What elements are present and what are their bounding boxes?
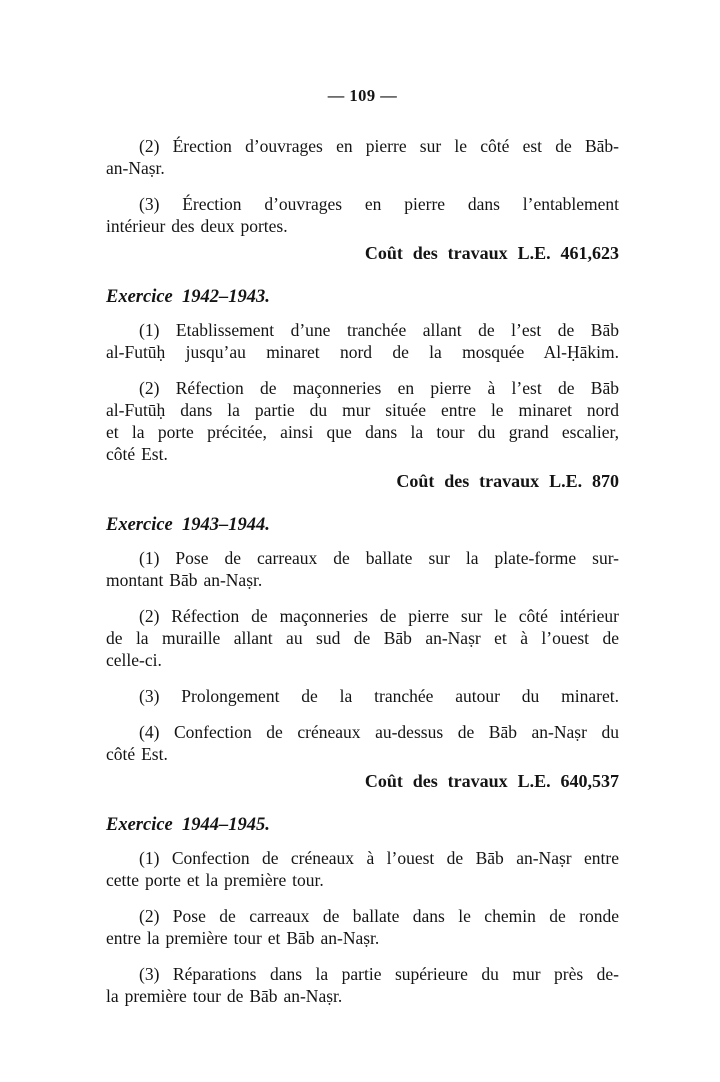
paragraph — [106, 905, 619, 949]
text-line: (1) Etablissement d’une tranchée allant de l’est de Bāb — [139, 320, 619, 340]
paragraph — [106, 319, 619, 363]
text-line: (3) Érection d’ouvrages en pierre dans l’entablement — [139, 194, 619, 214]
text-line: la première tour de Bāb an-Naṣr. — [106, 986, 343, 1006]
paragraph — [106, 547, 619, 591]
section-heading: Exercice 1942–1943. — [106, 287, 270, 307]
text-line: al-Futūḥ jusqu’au minaret nord de la mosquée Al-Ḥākim. — [106, 342, 619, 362]
text-line: (1) Confection de créneaux à l’ouest de Bāb an-Naṣr entre — [139, 848, 619, 868]
paragraph — [106, 193, 619, 237]
text-line: intérieur des deux portes. — [106, 216, 288, 236]
text-line: (4) Confection de créneaux au-dessus de Bāb an-Naṣr du — [139, 722, 619, 742]
text-line: côté Est. — [106, 444, 168, 464]
cost-line: Coût des travaux L.E. 461,623 — [364, 243, 619, 263]
text-line: (2) Réfection de maçonneries en pierre à l’est de Bāb — [139, 378, 619, 398]
text-line: (3) Réparations dans la partie supérieure du mur près de- — [139, 964, 619, 984]
paragraph — [106, 685, 619, 707]
paragraph — [106, 135, 619, 179]
page-number: — 109 — — [327, 86, 398, 105]
text-line: (2) Réfection de maçonneries de pierre sur le côté intérieur — [139, 606, 619, 626]
text-line: (3) Prolongement de la tranchée autour du minaret. — [139, 686, 619, 706]
text-column — [106, 86, 619, 1007]
cost-line: Coût des travaux L.E. 870 — [396, 471, 619, 491]
cost-line: Coût des travaux L.E. 640,537 — [364, 771, 619, 791]
text-line: al-Futūḥ dans la partie du mur située entre le minaret nord — [106, 400, 619, 420]
section-heading: Exercice 1943–1944. — [106, 515, 270, 535]
text-line: celle-ci. — [106, 650, 162, 670]
text-line: et la porte précitée, ainsi que dans la tour du grand escalier, — [106, 422, 619, 442]
text-line: (2) Érection d’ouvrages en pierre sur le côté est de Bāb- — [139, 136, 619, 156]
paragraph — [106, 605, 619, 671]
paragraph — [106, 377, 619, 465]
paragraph — [106, 963, 619, 1007]
text-line: montant Bāb an-Naṣr. — [106, 570, 263, 590]
text-line: an-Naṣr. — [106, 158, 165, 178]
text-line: entre la première tour et Bāb an-Naṣr. — [106, 928, 380, 948]
text-line: cette porte et la première tour. — [106, 870, 324, 890]
paragraph — [106, 721, 619, 765]
text-line: côté Est. — [106, 744, 168, 764]
text-line: (1) Pose de carreaux de ballate sur la plate-forme sur- — [139, 548, 619, 568]
paragraph — [106, 847, 619, 891]
section-heading: Exercice 1944–1945. — [106, 815, 270, 835]
text-line: (2) Pose de carreaux de ballate dans le chemin de ronde — [139, 906, 619, 926]
text-line: de la muraille allant au sud de Bāb an-Naṣr et à l’ouest de — [106, 628, 619, 648]
